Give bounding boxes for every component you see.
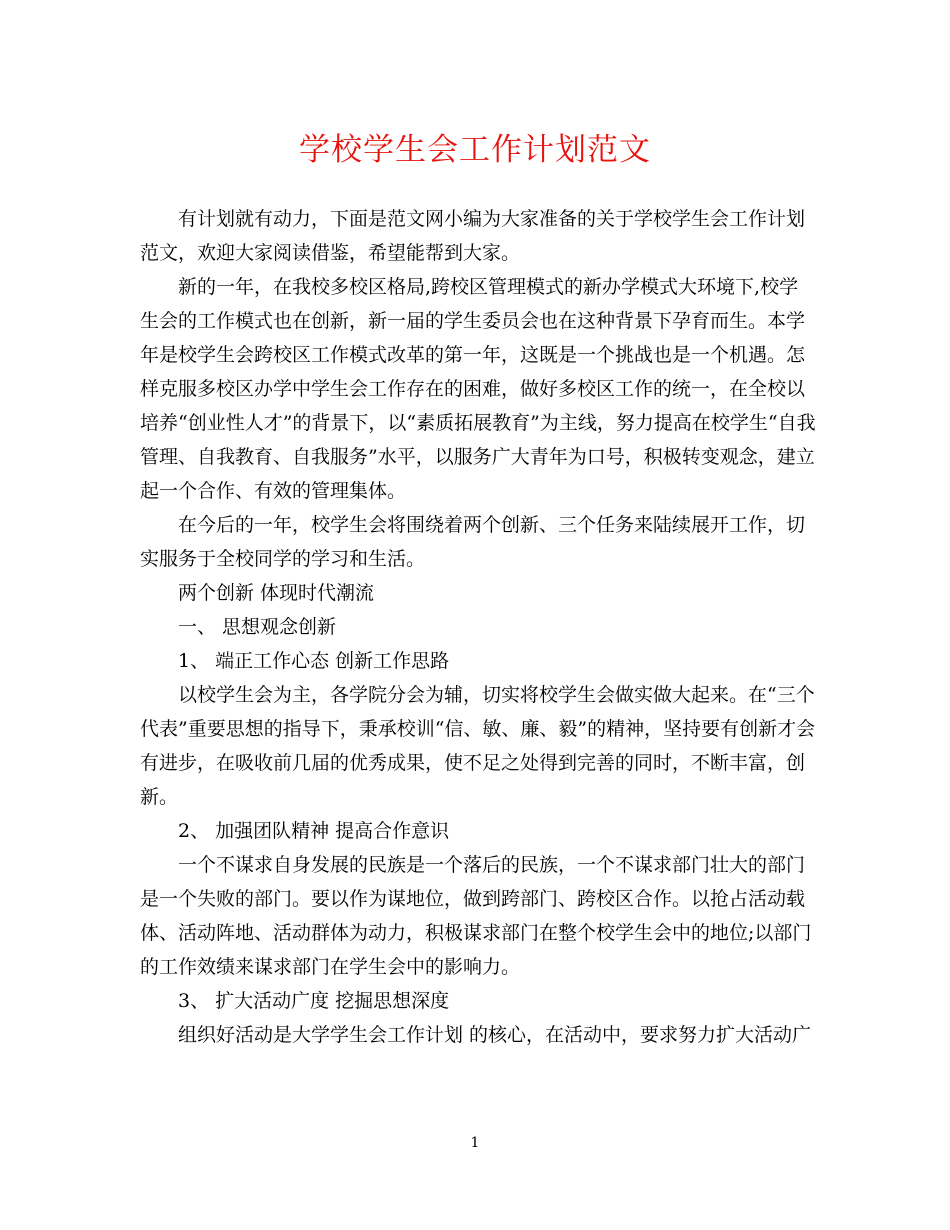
paragraph-background: 新的一年，在我校多校区格局,跨校区管理模式的新办学模式大环境下,校学生会的工作模式也在创新，新一届的学生委员会也在这种背景下孕育而生。本学年是校学生会跨校区工作模式改革的第一年，这既是一个挑战也是一个机遇。怎样克服多校区办学中学生会工作存在的困难，做好多校区工作的统一，在全校以培养“创业性人才”的背景下，以“素质拓展教育”为主线，努力提高在校学生“自我管理、自我教育、自我服务”水平，以服务广大青年为口号，积极转变观念，建立起一个合作、有效的管理集体。 bbox=[140, 276, 816, 502]
paragraph-intro: 有计划就有动力，下面是范文网小编为大家准备的关于学校学生会工作计划范文，欢迎大家阅读借鉴，希望能帮到大家。 bbox=[140, 208, 806, 264]
page-number: 1 bbox=[470, 1135, 480, 1151]
paragraph-body: 以校学生会为主，各学院分会为辅，切实将校学生会做实做大起来。在“三个代表”重要思想的指导下，秉承校训“信、敏、廉、毅”的精神，坚持要有创新才会有进步，在吸收前几届的优秀成果，使不足之处得到完善的同时，不断丰富，创新。 bbox=[140, 684, 816, 808]
document-body bbox=[140, 202, 816, 1052]
subsection-heading: 2、 加强团队精神 提高合作意识 bbox=[178, 820, 450, 842]
paragraph-body: 组织好活动是大学学生会工作计划 的核心，在活动中，要求努力扩大活动广 bbox=[178, 1024, 812, 1046]
paragraph-body: 一个不谋求自身发展的民族是一个落后的民族，一个不谋求部门壮大的部门是一个失败的部门。要以作为谋地位，做到跨部门、跨校区合作。以抢占活动载体、活动阵地、活动群体为动力，积极谋求部门在整个校学生会中的地位;以部门的工作效绩来谋求部门在学生会中的影响力。 bbox=[140, 854, 812, 978]
paragraph-plan-summary: 在今后的一年，校学生会将围绕着两个创新、三个任务来陆续展开工作，切实服务于全校同学的学习和生活。 bbox=[140, 514, 806, 570]
subsection-heading: 3、 扩大活动广度 挖掘思想深度 bbox=[178, 990, 450, 1012]
subsection-heading: 1、 端正工作心态 创新工作思路 bbox=[178, 650, 450, 672]
section-heading: 一、 思想观念创新 bbox=[178, 616, 337, 638]
section-heading: 两个创新 体现时代潮流 bbox=[178, 582, 375, 604]
document-title: 学校学生会工作计划范文 bbox=[299, 132, 651, 168]
